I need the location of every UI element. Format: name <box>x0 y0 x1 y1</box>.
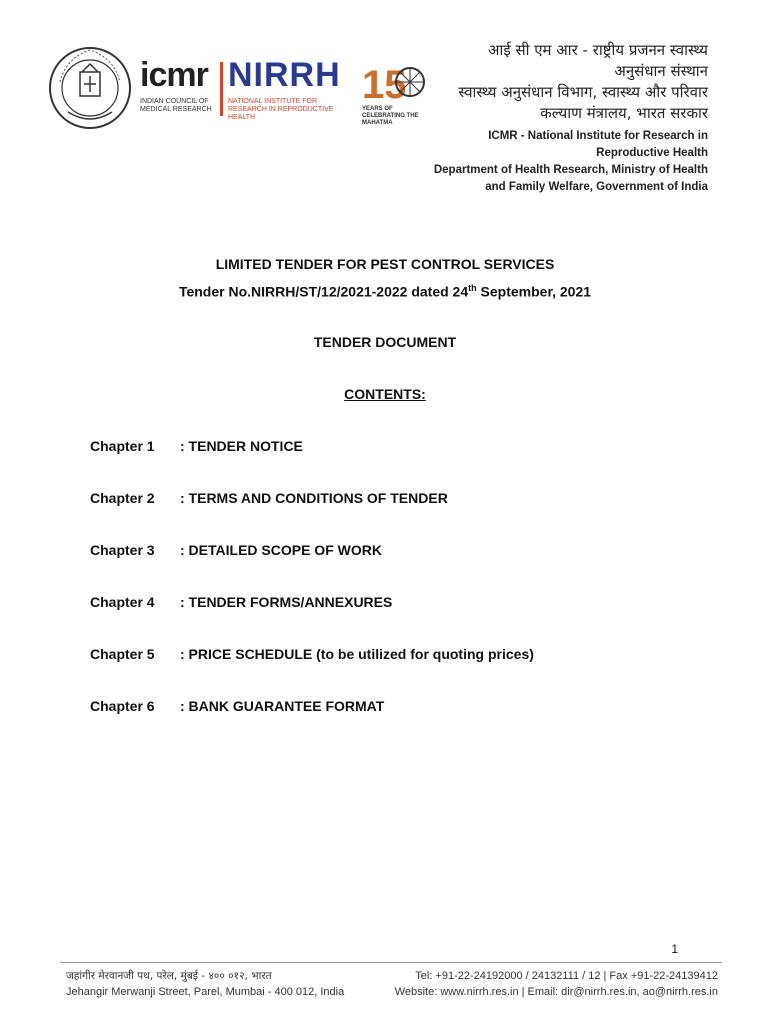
icmr-seal-logo <box>46 42 134 138</box>
svg-text:15: 15 <box>362 63 407 106</box>
chapter-label: Chapter 3 <box>90 542 155 558</box>
chapter-title: : TERMS AND CONDITIONS OF TENDER <box>180 490 448 506</box>
english-line-1: ICMR - National Institute for Research in <box>488 130 708 142</box>
footer-divider <box>60 962 722 963</box>
tender-number-prefix: Tender No.NIRRH/ST/12/2021-2022 dated 24 <box>178 283 469 300</box>
tender-document-label: TENDER DOCUMENT <box>313 334 457 350</box>
chapter-title: : TENDER FORMS/ANNEXURES <box>180 594 393 610</box>
contact-phone: Tel: +91-22-24192000 / 24132111 / 12 | Fax +91-22-24139412 <box>415 970 718 982</box>
contents-heading: CONTENTS: <box>344 386 426 402</box>
hindi-line-4: कल्याण मंत्रालय, भारत सरकार <box>540 104 708 122</box>
nirrh-subtitle: NATIONAL INSTITUTE FOR RESEARCH IN REPRODUCTIVE HEALTH <box>228 98 334 121</box>
english-line-3: Department of Health Research, Ministry of Health <box>433 164 708 176</box>
tender-date-ordinal: th <box>468 283 477 293</box>
chapter-label: Chapter 1 <box>90 438 155 454</box>
footer-contact <box>395 968 718 1000</box>
chapter-label: Chapter 2 <box>90 490 155 506</box>
contact-web: Website: www.nirrh.res.in | Email: dir@nirrh.res.in, ao@nirrh.res.in <box>394 986 718 998</box>
chapter-row-6 <box>90 698 690 718</box>
chapter-row-2 <box>90 490 690 510</box>
page-number: 1 <box>671 942 678 956</box>
hindi-line-2: अनुसंधान संस्थान <box>614 62 708 80</box>
english-line-2: Reproductive Health <box>596 147 708 159</box>
chapter-label: Chapter 5 <box>90 646 155 662</box>
chapter-row-5 <box>90 646 690 666</box>
chapter-row-4 <box>90 594 690 614</box>
english-line-4: and Family Welfare, Government of India <box>485 181 708 193</box>
address-english: Jehangir Merwanji Street, Parel, Mumbai - 400 012, India <box>66 986 345 998</box>
chapter-title: : PRICE SCHEDULE (to be utilized for quoting prices) <box>180 646 534 662</box>
chapter-row-3 <box>90 542 690 562</box>
tender-number <box>0 283 770 300</box>
icmr-subtitle: INDIAN COUNCIL OF MEDICAL RESEARCH <box>140 98 212 113</box>
icmr-nirrh-logo <box>140 56 350 126</box>
chapter-label: Chapter 4 <box>90 594 155 610</box>
logo-divider <box>220 62 223 116</box>
chapter-label: Chapter 6 <box>90 698 155 714</box>
tender-number-suffix: September, 2021 <box>476 283 592 300</box>
nirrh-logo-text: NIRRH <box>228 56 341 94</box>
hindi-line-3: स्वास्थ्य अनुसंधान विभाग, स्वास्थ्य और परिवार <box>458 83 708 101</box>
gandhi-caption: YEARS OF CELEBRATING THE MAHATMA <box>362 106 419 126</box>
icmr-logo-text: icmr <box>140 56 208 94</box>
chapter-title: : TENDER NOTICE <box>180 438 303 454</box>
gandhi-150-emblem-icon <box>360 56 426 106</box>
chapter-row-1 <box>90 438 690 458</box>
institute-header <box>434 40 708 196</box>
gandhi-150-logo <box>360 56 426 126</box>
footer-address <box>66 968 344 1000</box>
hindi-line-1: आई सी एम आर - राष्ट्रीय प्रजनन स्वास्थ्य <box>487 41 708 59</box>
chapter-title: : DETAILED SCOPE OF WORK <box>180 542 382 558</box>
address-hindi: जहांगीर मेरवानजी पथ, परेल, मुंबई - ४०० ०१२, भारत <box>66 970 272 982</box>
chapter-title: : BANK GUARANTEE FORMAT <box>180 698 385 714</box>
document-title: LIMITED TENDER FOR PEST CONTROL SERVICES <box>215 256 555 272</box>
